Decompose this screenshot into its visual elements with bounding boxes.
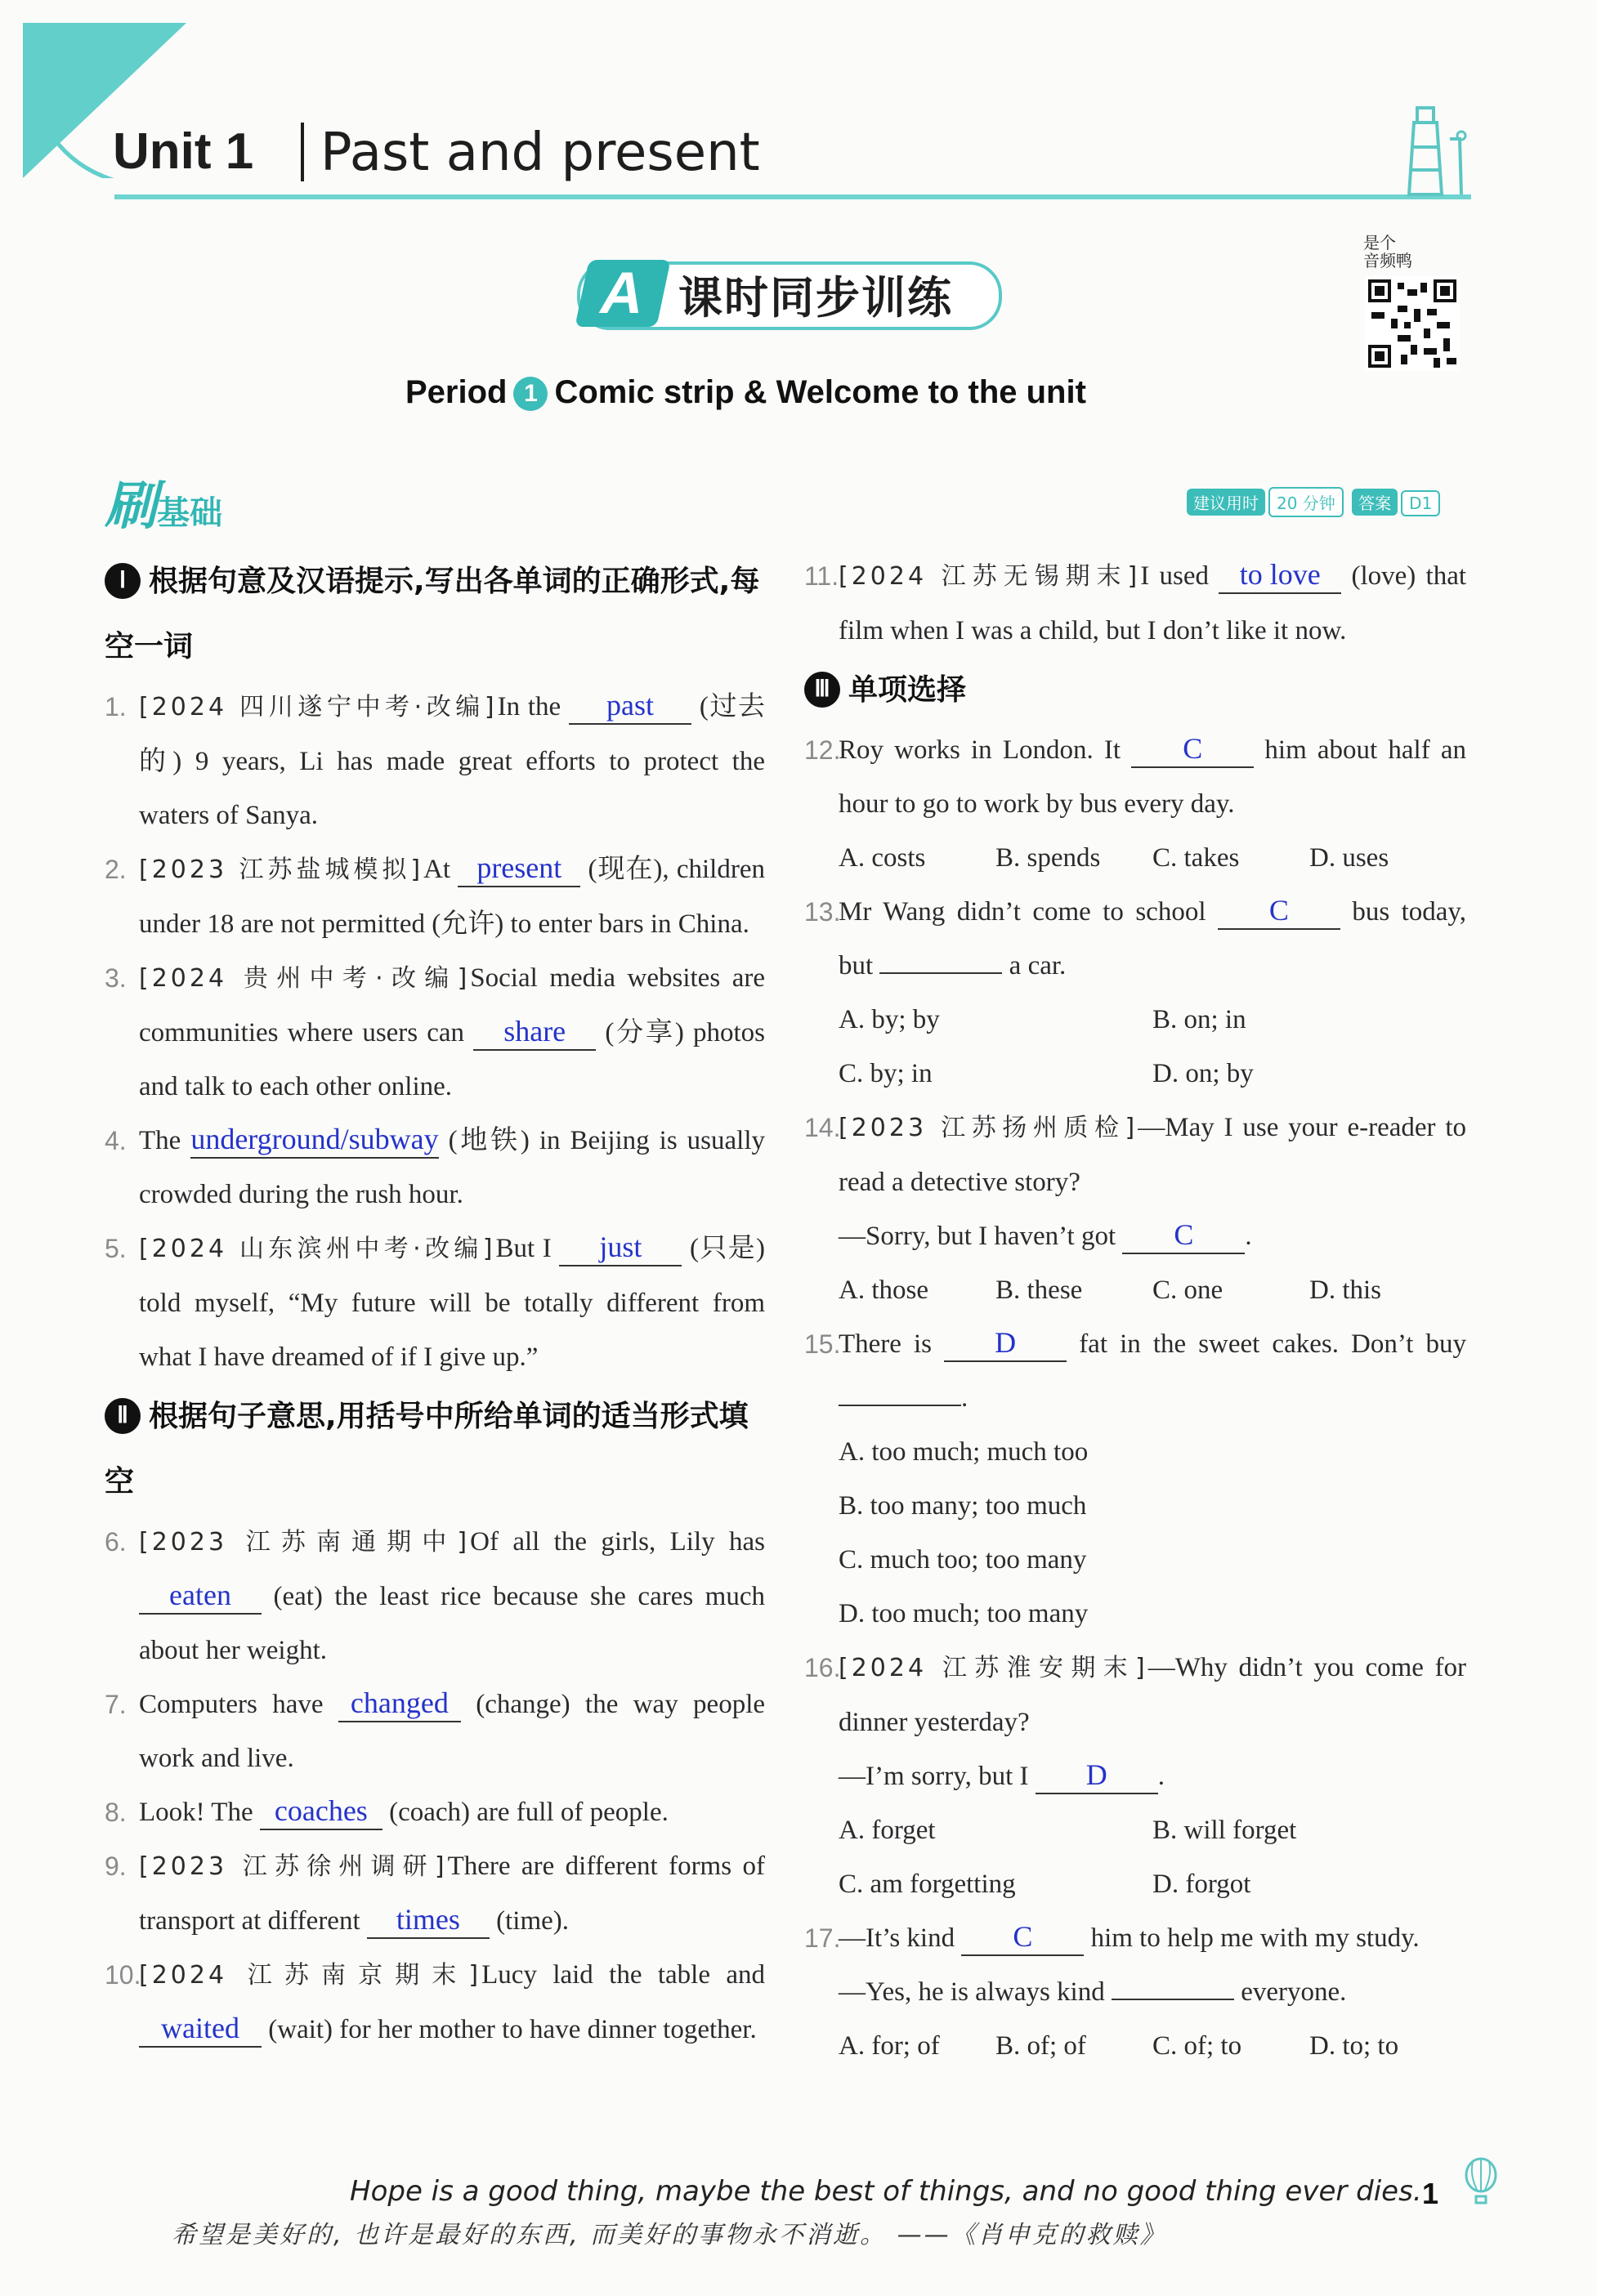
answer-blank[interactable] <box>944 1326 1067 1362</box>
answer-blank[interactable] <box>190 1123 438 1159</box>
answer-blank[interactable] <box>569 689 691 725</box>
title-separator <box>301 123 304 181</box>
question-source: [2024 四川遂宁中考·改编] <box>139 693 498 721</box>
section-1-number: Ⅰ <box>105 563 141 599</box>
question-text: There is <box>839 1329 933 1359</box>
question-text: (只是) told myself, “My future will be totally different from what I have dreamed of if I give up.” <box>139 1234 766 1372</box>
qr-label <box>1363 234 1412 270</box>
question-number: 1. <box>105 692 127 721</box>
section-3-number: Ⅲ <box>804 672 840 708</box>
question-text: Computers have <box>139 1690 324 1719</box>
options-row <box>804 2019 1466 2073</box>
options-row <box>804 993 1466 1047</box>
question-number: 13. <box>804 897 841 927</box>
question-text: —It’s kind <box>839 1923 955 1953</box>
question-2 <box>105 842 765 951</box>
question-text: In the <box>497 692 561 721</box>
option[interactable]: A. too much; much too <box>839 1437 1089 1467</box>
answer-text: share <box>503 1015 566 1047</box>
answer-text: D <box>1085 1758 1107 1791</box>
answer-text: waited <box>161 2012 239 2044</box>
answer-blank-empty[interactable] <box>879 972 1002 974</box>
question-text: (change) the way people work and live. <box>139 1690 766 1773</box>
question-text: I used <box>1140 561 1209 591</box>
time-value: 20 分钟 <box>1268 487 1344 517</box>
question-number: 8. <box>105 1798 127 1827</box>
question-text: bus today, but <box>839 897 1467 980</box>
question-source: [2023 江苏扬州质检] <box>839 1114 1138 1142</box>
page-number: 1 <box>1422 2177 1439 2210</box>
question-number: 6. <box>105 1527 127 1557</box>
answer-text: present <box>476 851 562 884</box>
question-source: [2024 贵州中考·改编] <box>139 964 471 993</box>
option[interactable]: B. will forget <box>1152 1816 1297 1845</box>
option[interactable]: D. uses <box>1309 843 1389 873</box>
question-number: 9. <box>105 1852 127 1881</box>
section-2-title: 根据句子意思,用括号中所给单词的适当形式填空 <box>105 1400 749 1499</box>
question-text: fat in the sweet cakes. Don’t buy <box>1079 1329 1466 1359</box>
question-source: [2023 江苏徐州调研] <box>139 1852 448 1881</box>
answer-blank[interactable] <box>1036 1758 1158 1794</box>
question-12 <box>804 723 1466 831</box>
option-line[interactable] <box>804 1425 1466 1479</box>
question-text: (地铁) in Beijing is usually crowded during the rush hour. <box>139 1126 765 1209</box>
period-heading <box>405 374 1086 411</box>
question-text: him about half an hour to go to work by bus every day. <box>839 735 1466 819</box>
answer-blank[interactable] <box>139 2012 262 2048</box>
question-text: —Why didn’t you come for dinner yesterday? <box>839 1653 1466 1737</box>
question-6 <box>105 1515 765 1677</box>
answer-text: coaches <box>274 1794 368 1827</box>
time-label: 建议用时 <box>1187 489 1265 516</box>
question-number: 17. <box>804 1923 841 1953</box>
question-number: 10. <box>105 1960 141 1990</box>
question-text: (love) that film when I was a child, but I don’t like it now. <box>839 561 1467 645</box>
question-text: (过去的) 9 years, Li has made great efforts to protect the waters of Sanya. <box>139 692 766 830</box>
question-text: Social media websites are communities where users can <box>139 963 766 1047</box>
question-number: 4. <box>105 1126 127 1155</box>
answer-blank[interactable] <box>1122 1218 1245 1254</box>
section-1-heading <box>105 549 765 680</box>
option[interactable]: A. for; of <box>839 2031 940 2061</box>
option[interactable]: D. forgot <box>1152 1869 1251 1899</box>
answer-blank[interactable] <box>260 1794 382 1830</box>
options-row <box>804 1803 1466 1857</box>
left-column <box>105 549 765 2057</box>
options-row <box>804 1047 1466 1101</box>
option[interactable]: D. this <box>1309 1275 1382 1305</box>
options-row <box>804 1857 1466 1911</box>
question-number: 15. <box>804 1329 841 1359</box>
section-3-title: 单项选择 <box>848 673 967 707</box>
banner-small: 基础 <box>157 494 222 532</box>
question-text: . <box>961 1383 968 1413</box>
option-line[interactable] <box>804 1533 1466 1587</box>
question-text: —Sorry, but I haven’t got <box>839 1222 1116 1251</box>
answer-text: changed <box>350 1686 449 1719</box>
option-line[interactable] <box>804 1479 1466 1533</box>
answer-blank[interactable] <box>367 1903 490 1939</box>
qr-label-line1: 是个 <box>1363 233 1396 252</box>
banner-big: 刷 <box>105 476 157 537</box>
basics-banner <box>105 464 222 539</box>
option[interactable]: B. spends <box>995 843 1101 873</box>
unit-title: Past and present <box>320 123 760 183</box>
question-8 <box>105 1785 765 1839</box>
question-number: 2. <box>105 855 127 884</box>
answer-text: to love <box>1239 558 1321 591</box>
section-2-heading <box>105 1384 765 1515</box>
question-number: 16. <box>804 1653 841 1682</box>
option[interactable]: B. too many; too much <box>839 1491 1087 1521</box>
answer-text: C <box>1013 1920 1033 1953</box>
question-text: Lucy laid the table and <box>481 1960 765 1990</box>
question-text: At <box>423 855 451 884</box>
answer-text: eaten <box>169 1579 231 1611</box>
question-text: —Yes, he is always kind <box>839 1977 1105 2007</box>
question-16 <box>804 1641 1466 1803</box>
title-rule <box>114 194 1471 199</box>
question-text: There are different forms of transport at different <box>139 1852 765 1936</box>
question-text: a car. <box>1009 951 1067 980</box>
section-3-heading <box>804 658 1466 723</box>
qr-code[interactable] <box>1365 276 1460 371</box>
question-text: . <box>1157 1762 1165 1791</box>
options-row <box>804 831 1466 885</box>
question-3 <box>105 951 765 1114</box>
option[interactable]: C. much too; too many <box>839 1545 1087 1575</box>
lighthouse-icon <box>1381 98 1470 204</box>
period-word: Period <box>405 374 508 410</box>
answer-blank[interactable] <box>458 851 580 887</box>
answer-blank-empty[interactable] <box>1112 1999 1234 2000</box>
option-line[interactable] <box>804 1587 1466 1641</box>
qr-label-line2: 音频鸭 <box>1363 251 1412 270</box>
question-text: (现在), children under 18 are not permitted (允许) to enter bars in China. <box>139 855 765 939</box>
question-4 <box>105 1114 765 1222</box>
answer-blank[interactable] <box>139 1579 262 1615</box>
section-letter: A <box>575 260 670 327</box>
time-tags <box>1187 487 1443 517</box>
question-text: Roy works in London. It <box>839 735 1121 765</box>
answer-blank-empty[interactable] <box>839 1405 961 1406</box>
answer-blank[interactable] <box>473 1015 596 1051</box>
option[interactable]: C. takes <box>1152 843 1240 873</box>
answer-blank[interactable] <box>338 1686 461 1722</box>
option[interactable]: D. too much; too many <box>839 1599 1089 1628</box>
answer-text: C <box>1174 1218 1194 1251</box>
answer-text: underground/subway <box>190 1123 439 1155</box>
question-number: 14. <box>804 1113 841 1142</box>
answer-blank[interactable] <box>1218 894 1340 930</box>
option[interactable]: A. costs <box>839 843 926 873</box>
option[interactable]: B. these <box>995 1275 1083 1305</box>
balloon-icon <box>1463 2157 1499 2206</box>
footer-quote-en: Hope is a good thing, maybe the best of things, and no good thing ever dies. <box>350 2175 1422 2208</box>
question-text: But I <box>495 1234 552 1263</box>
option[interactable]: C. am forgetting <box>839 1869 1016 1899</box>
question-text: (coach) are full of people. <box>389 1798 669 1827</box>
answer-blank[interactable] <box>961 1920 1084 1956</box>
question-17 <box>804 1911 1466 2019</box>
question-text: Look! The <box>139 1798 253 1827</box>
question-5 <box>105 1222 765 1384</box>
option[interactable]: B. of; of <box>995 2031 1086 2061</box>
question-text: (分享) photos and talk to each other online. <box>139 1018 766 1101</box>
question-text: (wait) for her mother to have dinner together. <box>268 2015 757 2044</box>
question-13 <box>804 885 1466 993</box>
question-number: 11. <box>804 561 839 591</box>
question-source: [2023 江苏盐城模拟] <box>139 855 424 884</box>
option[interactable]: C. of; to <box>1152 2031 1242 2061</box>
answer-text: C <box>1183 732 1203 765</box>
period-number: 1 <box>513 377 548 411</box>
section-title: 课时同步训练 <box>678 272 953 324</box>
options-row <box>804 1263 1466 1317</box>
answer-text: past <box>606 689 655 721</box>
question-text: Of all the girls, Lily has <box>470 1527 765 1557</box>
question-text: —I’m sorry, but I <box>839 1762 1029 1791</box>
option[interactable]: D. to; to <box>1309 2031 1399 2061</box>
question-source: [2024 江苏南京期末] <box>139 1961 482 1990</box>
question-9 <box>105 1839 765 1948</box>
question-15 <box>804 1317 1466 1425</box>
question-text: him to help me with my study. <box>1090 1923 1420 1953</box>
question-number: 3. <box>105 963 127 993</box>
option[interactable]: A. those <box>839 1275 928 1305</box>
answer-text: times <box>396 1903 460 1936</box>
question-number: 7. <box>105 1690 127 1719</box>
question-text: —May I use your e-reader to read a detective story? <box>839 1113 1467 1197</box>
question-source: [2024 江苏无锡期末] <box>839 562 1141 591</box>
question-7 <box>105 1677 765 1785</box>
question-text: Mr Wang didn’t come to school <box>839 897 1206 927</box>
answer-label: 答案 <box>1352 489 1398 516</box>
period-title: Comic strip & Welcome to the unit <box>554 374 1086 410</box>
unit-label: Unit 1 <box>113 123 254 180</box>
question-number: 5. <box>105 1234 127 1263</box>
question-number: 12. <box>804 735 841 765</box>
question-source: [2024 山东滨州中考·改编] <box>139 1235 496 1263</box>
section-2-number: Ⅱ <box>105 1398 141 1434</box>
answer-text: just <box>599 1231 642 1263</box>
option[interactable]: D. on; by <box>1152 1059 1254 1088</box>
right-column <box>804 549 1466 2073</box>
answer-page: D1 <box>1401 490 1440 516</box>
question-source: [2024 江苏淮安期末] <box>839 1654 1148 1682</box>
option[interactable]: A. by; by <box>839 1005 940 1034</box>
section-1-title: 根据句意及汉语提示,写出各单词的正确形式,每空一词 <box>105 565 760 663</box>
question-source: [2023 江苏南通期中] <box>139 1528 471 1557</box>
question-text: The <box>139 1126 181 1155</box>
option[interactable]: A. forget <box>839 1816 936 1845</box>
option[interactable]: B. on; in <box>1152 1005 1246 1034</box>
answer-blank[interactable] <box>1219 558 1341 594</box>
answer-text: C <box>1268 894 1289 927</box>
option[interactable]: C. by; in <box>839 1059 933 1088</box>
question-1 <box>105 680 765 842</box>
footer-quote-cn: 希望是美好的, 也许是最好的东西, 而美好的事物永不消逝。 ——《肖申克的救赎》 <box>172 2221 1167 2249</box>
question-text: (time). <box>496 1906 570 1936</box>
answer-blank[interactable] <box>559 1231 682 1266</box>
question-text: (eat) the least rice because she cares much about her weight. <box>139 1582 765 1665</box>
answer-blank[interactable] <box>1131 732 1254 768</box>
question-text: everyone. <box>1241 1977 1347 2007</box>
question-14 <box>804 1101 1466 1263</box>
answer-text: D <box>995 1326 1017 1359</box>
option[interactable]: C. one <box>1152 1275 1223 1305</box>
question-10 <box>105 1948 765 2057</box>
question-11 <box>804 549 1466 658</box>
question-text: . <box>1245 1222 1252 1251</box>
